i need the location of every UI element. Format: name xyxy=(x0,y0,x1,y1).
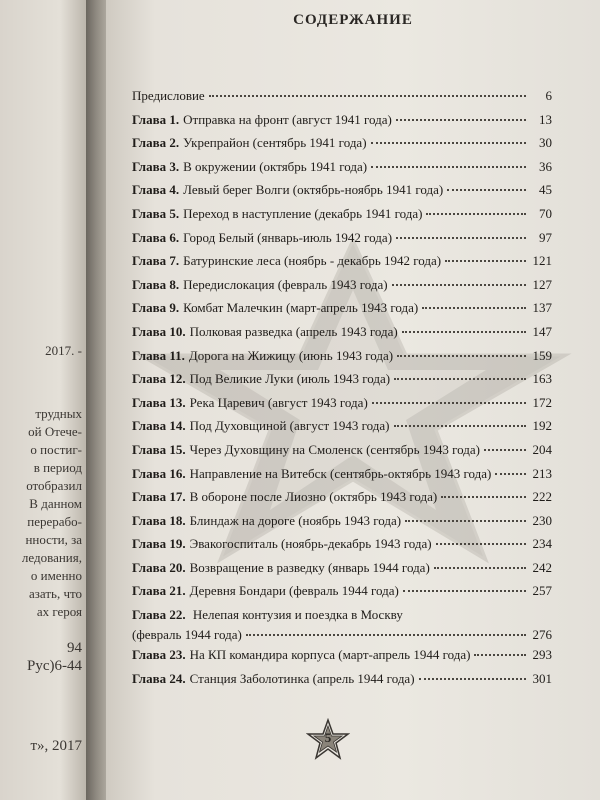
toc-entry-number: Глава 17. xyxy=(132,489,186,505)
toc-entry-title: Укрепрайон (сентябрь 1941 года) xyxy=(183,135,367,151)
toc-leader-dots xyxy=(209,95,526,97)
toc-leader-dots xyxy=(397,355,526,357)
page-title: СОДЕРЖАНИЕ xyxy=(293,12,413,28)
left-page-line: ах героя xyxy=(36,604,82,619)
toc-entry-number: Глава 19. xyxy=(132,536,186,552)
toc-entry-title: Полковая разведка (апрель 1943 года) xyxy=(189,323,398,339)
toc-entry-title: Дорога на Жижицу (июнь 1943 года) xyxy=(188,347,394,363)
toc-entry-title: Блиндаж на дороге (ноябрь 1943 года) xyxy=(189,512,402,528)
toc-leader-dots xyxy=(394,425,526,427)
left-page-line: 94 xyxy=(67,640,82,656)
toc-entry-page: 257 xyxy=(532,583,552,599)
toc-entry-page: 6 xyxy=(545,88,552,103)
toc-entry xyxy=(132,647,552,671)
toc-entry-title: Отправка на фронт (август 1941 года) xyxy=(183,111,392,127)
toc-leader-dots xyxy=(402,331,526,333)
toc-entry-page: 147 xyxy=(532,323,552,339)
toc-entry-page: 163 xyxy=(532,371,552,387)
toc-entry-title: Батуринские леса (ноябрь - декабрь 1942 года) xyxy=(183,253,442,269)
toc-entry-number: Глава 16. xyxy=(132,465,186,481)
toc-entry xyxy=(132,418,552,442)
left-page-line: отобразил xyxy=(26,478,82,493)
book-page xyxy=(106,0,600,800)
toc-leader-dots xyxy=(371,166,526,168)
left-page-line: трудных xyxy=(35,406,82,421)
toc-entry-title: Нелепая контузия и поездка в Москву xyxy=(192,607,403,623)
toc-entry xyxy=(132,671,552,695)
toc-entry-number: Глава 1. xyxy=(132,111,180,127)
left-page-line: В данном xyxy=(29,496,82,511)
toc-leader-dots xyxy=(445,260,526,262)
toc-entry xyxy=(132,277,552,301)
toc-leader-dots xyxy=(484,449,526,451)
toc-entry xyxy=(132,348,552,372)
toc-leader-dots xyxy=(246,634,526,636)
toc-entry-page: 97 xyxy=(539,229,552,245)
toc-leader-dots xyxy=(434,567,526,569)
toc-leader-dots xyxy=(495,473,526,475)
toc-entry-title: Предисловие xyxy=(132,88,205,103)
toc-entry-number: Глава 5. xyxy=(132,205,180,221)
toc-entry xyxy=(132,466,552,490)
toc-entry-title: Передислокация (февраль 1943 года) xyxy=(183,276,388,292)
toc-entry-page: 230 xyxy=(532,512,552,528)
toc-entry-number: Глава 6. xyxy=(132,229,180,245)
toc-entry-number: Глава 22. xyxy=(132,607,186,623)
toc-entry-number: Глава 7. xyxy=(132,253,180,269)
toc-entry-page: 293 xyxy=(532,647,552,663)
toc-entry xyxy=(132,324,552,348)
left-page-line: азать, что xyxy=(29,586,82,601)
left-page-line: 2017. - xyxy=(45,343,82,358)
toc-leader-dots xyxy=(474,654,526,656)
toc-leader-dots xyxy=(441,496,526,498)
toc-leader-dots xyxy=(396,119,526,121)
toc-entry-title: Под Духовщиной (август 1943 года) xyxy=(189,418,390,434)
toc-entry-page: 137 xyxy=(532,300,552,316)
toc-entry-number: Глава 10. xyxy=(132,323,186,339)
toc-entry-number: Глава 23. xyxy=(132,647,186,663)
toc-entry xyxy=(132,159,552,183)
toc-entry xyxy=(132,112,552,136)
toc-entry-page: 45 xyxy=(539,182,552,198)
toc-entry-number: Глава 20. xyxy=(132,559,186,575)
toc-entry-page: 222 xyxy=(532,489,552,505)
toc-entry-page: 30 xyxy=(539,135,552,151)
toc-leader-dots xyxy=(394,378,526,380)
left-page-line: перерабо- xyxy=(27,514,82,529)
toc-entry-title: Комбат Малечкин (март-апрель 1943 года) xyxy=(183,300,419,316)
toc-entry-number: Глава 18. xyxy=(132,512,186,528)
toc-entry xyxy=(132,583,552,607)
toc-entry xyxy=(132,88,552,112)
toc-leader-dots xyxy=(436,543,526,545)
left-page-line: ой Отече- xyxy=(28,424,82,439)
toc-entry-title: Река Царевич (август 1943 года) xyxy=(189,394,368,410)
toc-entry-number: Глава 24. xyxy=(132,670,186,686)
toc-leader-dots xyxy=(426,213,526,215)
left-page-line: т», 2017 xyxy=(30,738,82,754)
toc-leader-dots xyxy=(403,590,526,592)
toc-entry-number: Глава 4. xyxy=(132,182,180,198)
toc-entry-number: Глава 2. xyxy=(132,135,180,151)
table-of-contents xyxy=(132,88,552,694)
toc-entry-page: 70 xyxy=(539,205,552,221)
toc-entry-page: 172 xyxy=(532,394,552,410)
toc-entry-title: Возвращение в разведку (январь 1944 года) xyxy=(189,559,430,575)
toc-entry-page: 242 xyxy=(532,559,552,575)
toc-entry xyxy=(132,206,552,230)
toc-entry xyxy=(132,607,552,647)
toc-entry-title: Через Духовщину на Смоленск (сентябрь 1943 года) xyxy=(189,441,480,457)
toc-entry-number: Глава 14. xyxy=(132,418,186,434)
toc-entry xyxy=(132,230,552,254)
toc-entry-page: 301 xyxy=(532,670,552,686)
toc-entry-page: 127 xyxy=(532,276,552,292)
toc-entry xyxy=(132,560,552,584)
toc-entry-page: 204 xyxy=(532,441,552,457)
toc-entry-page: 159 xyxy=(532,347,552,363)
toc-entry-page: 276 xyxy=(532,627,552,643)
toc-entry-title: Под Великие Луки (июль 1943 года) xyxy=(189,371,391,387)
toc-entry-page: 36 xyxy=(539,158,552,174)
left-page-line: о постиг- xyxy=(30,442,82,457)
toc-entry-title: Город Белый (январь-июль 1942 года) xyxy=(183,229,393,245)
toc-entry-title: Деревня Бондари (февраль 1944 года) xyxy=(189,583,399,599)
toc-leader-dots xyxy=(371,142,526,144)
toc-leader-dots xyxy=(392,284,526,286)
toc-entry xyxy=(132,489,552,513)
toc-entry-number: Глава 15. xyxy=(132,441,186,457)
left-page-line: о именно xyxy=(30,568,82,583)
toc-entry xyxy=(132,300,552,324)
toc-entry-title: Эвакогоспиталь (ноябрь-декабрь 1943 года) xyxy=(189,536,432,552)
toc-entry-number: Глава 8. xyxy=(132,276,180,292)
left-page-line: Рус)6-44 xyxy=(27,658,82,674)
toc-entry-title: Направление на Витебск (сентябрь-октябрь 1943 года) xyxy=(189,465,492,481)
left-page-line: в период xyxy=(33,460,82,475)
toc-entry-title: Станция Заболотинка (апрель 1944 года) xyxy=(189,670,415,686)
left-page-line: ледования, xyxy=(21,550,82,565)
page-number: 5 xyxy=(324,730,332,745)
toc-entry xyxy=(132,513,552,537)
toc-leader-dots xyxy=(405,520,526,522)
toc-entry-page: 213 xyxy=(532,465,552,481)
toc-entry xyxy=(132,395,552,419)
toc-entry-number: Глава 3. xyxy=(132,158,180,174)
toc-entry xyxy=(132,536,552,560)
toc-entry xyxy=(132,182,552,206)
toc-leader-dots xyxy=(422,307,526,309)
toc-entry-title: Переход в наступление (декабрь 1941 года) xyxy=(183,205,423,221)
toc-entry-number: Глава 9. xyxy=(132,300,180,316)
toc-entry-title: В окружении (октябрь 1941 года) xyxy=(183,158,368,174)
toc-entry-title: На КП командира корпуса (март-апрель 1944 года) xyxy=(189,647,471,663)
toc-entry-page: 234 xyxy=(532,536,552,552)
toc-leader-dots xyxy=(396,237,526,239)
left-facing-page xyxy=(0,0,86,800)
toc-entry xyxy=(132,135,552,159)
left-page-line: нности, за xyxy=(25,532,82,547)
toc-leader-dots xyxy=(447,189,526,191)
toc-leader-dots xyxy=(372,402,526,404)
toc-entry xyxy=(132,371,552,395)
toc-entry-number: Глава 13. xyxy=(132,394,186,410)
toc-entry-page: 121 xyxy=(532,253,552,269)
toc-entry-number: Глава 21. xyxy=(132,583,186,599)
toc-entry xyxy=(132,253,552,277)
toc-entry-number: Глава 11. xyxy=(132,347,185,363)
toc-leader-dots xyxy=(419,678,526,680)
toc-entry-number: Глава 12. xyxy=(132,371,186,387)
toc-entry-title-continued: (февраль 1944 года) xyxy=(132,627,242,643)
toc-entry-page: 192 xyxy=(532,418,552,434)
toc-entry-page: 13 xyxy=(539,111,552,127)
toc-entry-title: В обороне после Лиозно (октябрь 1943 года) xyxy=(189,489,438,505)
toc-entry-title: Левый берег Волги (октябрь-ноябрь 1941 года) xyxy=(183,182,444,198)
toc-entry xyxy=(132,442,552,466)
